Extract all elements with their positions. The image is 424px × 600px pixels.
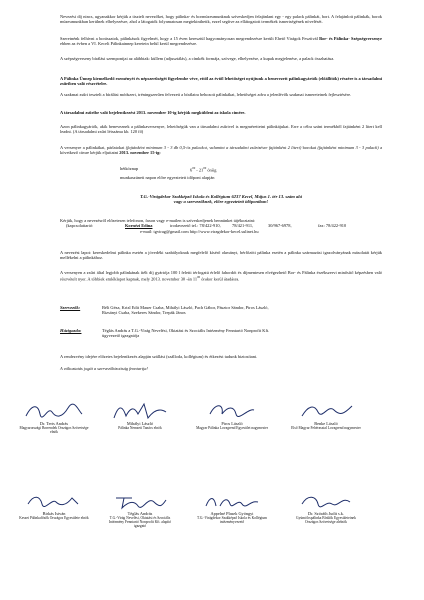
signature-szorath: Dr. Szöráth Judit s.k. Gyümölcspálinka Bírálók Egyesületeinek Országos Szövetsége alelnök: [290, 490, 362, 524]
signature-terts: Dr. Terts András Magyarországi Borrendek Országos Szövetsége elnök: [18, 400, 90, 434]
paragraph-registration-deadline: A társadalmi zsűribe való bejelentkezést 2013. november 10-ig kérjük megküldeni az iskola címére.: [60, 110, 246, 115]
paragraph-producers: Azon pálinkagyártók, akik beneveznek a pálinkaversenyre, lehetőségük van a társadalmi zsűrivel is megmérettetni pálinkájukat. Erre a célra szánt termékből fajtánként 2 litert kell leadni. (A társadalmi zsűri létszáma kb. 120 fő): [60, 124, 382, 135]
paragraph-delivery: A versenyre a pálinkákat, párlatokat (fajtánként minimum 3 - 3 db 0,5-ös palackot, valamint a társadalmi zsűrizésre fajtánként 2 litert) borokat (fajtánként minimum 3 - 3 palack) a következő címre kérjük eljuttatni 2013. november 15-ig:: [60, 145, 383, 156]
handwritten-signature: [200, 400, 264, 422]
organizers-list: Béli Géza, Krizl Edit Mauer Csaba, Mihályi László, Pach Gábor, Pásztor Sándor, Piros László, Rizsányi Csaba, Szekeres Sándor, Trepák János: [102, 305, 269, 316]
paragraph-social-jury: A Pálinka Ünnep kiemelkedő eseményét és népszerűségét figyelembe véve, ettől az évtől lehetőséget nyújtunk a benevezett pálinkagyártók (előállítók) részére is a társadalmi zsűriben való részvételre.: [60, 76, 382, 87]
contact-person: Kornézi Edina: [125, 223, 153, 229]
paragraph-criteria: A szépségverseny bírálási szempontjai az alábbiak: küllem (adjusztálás), a címkék formája, szövege, elhelyezése, a kupak megjelenése, a palack összhatása.: [60, 56, 335, 61]
signature-piros: Piros László Magyar Pálinka Lovagrend Egyesület nagymester: [196, 400, 268, 430]
paragraph-documents: A nevezést lapot: kereskedelmi pálinka esetén a jövedéki szabályoknak megfelelő kísérő okmányt, bérfőzött pálinka esetén a pálinka származási igazolványának másolatát kérjük mellékelni a pálinkához.: [60, 250, 382, 261]
handwritten-signature: [22, 490, 86, 512]
handwritten-signature: [294, 400, 358, 422]
signature-birkas: Birkás István Keszei Pálinkafőzők Országos Egyesülete elnök: [18, 490, 90, 520]
organizers-label: Szervezők:: [60, 305, 81, 310]
handwritten-signature: [294, 490, 358, 512]
signature-mihalyi: Mihályi László Pálinka Nemzeti Tanács elnök: [104, 400, 176, 430]
handwritten-signature: [200, 490, 264, 512]
host-text: Téglás András a T.G.-Virág Nevelési, Oktatási és Szociális Intézmény Fenntartó Nonprofit Kft. ügyvezető igazgatója: [102, 328, 270, 339]
contact-email: e-mail: tgvirag@gmail.com http://www.viragdekor-kecel.sulinet.hu: [140, 228, 259, 234]
handwritten-signature: [22, 400, 86, 422]
handwritten-signature: [108, 400, 172, 422]
contact-block: Kérjük, hogy a nevezésről előzetesen telefonon, faxon vagy e-mailen is szíveskedjenek bennünket tájékoztatni: (kapcsolattartó: Kornézi Edina irodavezető tel.: 78/422-910, 78/421-911, 30/967-6978, fax: 78/422-910 e-mail: tgvirag@gmail.com http://www.viragdekor-kecel.sulinet.hu: [60, 218, 347, 234]
paragraph-professional-jury: A szakmai zsűri tesztelt a bírálási módszert, tréningszerűen felvezeti a bírálatra behozott pálinkákat, lehetőséget adva a jelenlévők szakmai ismereteinek fejlesztésére.: [60, 92, 352, 97]
weekday-label: hétköznap: [120, 166, 139, 171]
paragraph-prize: A versenyen a zsűri által legjobb pálinkának ítélt díj gyártója 100 l feletti térfogatú érlelő fahordót és díjmentesen elvégezhető Bor- és Pálinka érzékszervi minősítő képzésben való részvételt nyer. A többiek emléklapot kapnak, mely 2013. november 30 -án $11^{00}$ órakor kerül átadásra.: [60, 270, 382, 282]
holiday-note: munkaszüneti napon előre egyeztetett időpont alapján: [120, 175, 215, 180]
accommodation-note: A rendezvény idejére előzetes bejelentkezés alapján szállást (szálloda, kollégium) és étkezést tudunk biztosítani.: [60, 354, 258, 359]
paragraph-donation: Nevezési díj nincs, ugyanakkor kérjük a tisztelt nevezőket, hogy pálinka- és bormúzeumunknak szíveskedjen felajánlani egy - egy palack pálinkát, bort. A felajánlott pálinkák, borok múzeumunkban kerülnek elhelyezésre, ahol a látogatók folyamatosan megtekinthetik, ezzel segítve az ellátogatott termékek ismertségének növelését.: [60, 14, 382, 25]
handwritten-signature: [108, 490, 172, 512]
hours-range: $6^{00} - 21^{00}$ óráig: [190, 166, 217, 173]
paragraph-beauty-contest: Szeretnénk felhívni a borászatok, pálinkások figyelmét, hogy a 15 éven keresztül hagyományosan megrendezésre került Ehető Virágok Fesztivál Bor- és Pálinka- Szépségversenye ebben az évben a VI. Keceli Pálinkainnep keretein belül kerül megrendezésre.: [60, 36, 382, 47]
signature-benke: Benke László Első Magyar Fehérasztal Lovagrend nagymester: [290, 400, 362, 430]
signature-teglas: Téglás András T.G.-Virág Nevelési, Oktatási és Szociális Intézmény Fenntartó Nonprofit Kft. alapító igazgató: [104, 490, 176, 528]
signature-appelne: Appelné Plasek Gyöngyi T.G.-Virágdekor Szakképző Iskola és Kollégium intézményvezető: [196, 490, 268, 524]
rights-reserved-note: A változtatás jogát a szervezőbizottság fenntartja!: [60, 366, 148, 371]
delivery-venue: T.G.-Virágdekor Szakképző Iskola és Kollégium 6237 Kecel, Május 1. tér 13. szám alá vagy a szervezőknek, előre egyeztetett időpontban!: [140, 194, 302, 205]
host-label: Házigazda:: [60, 328, 82, 333]
